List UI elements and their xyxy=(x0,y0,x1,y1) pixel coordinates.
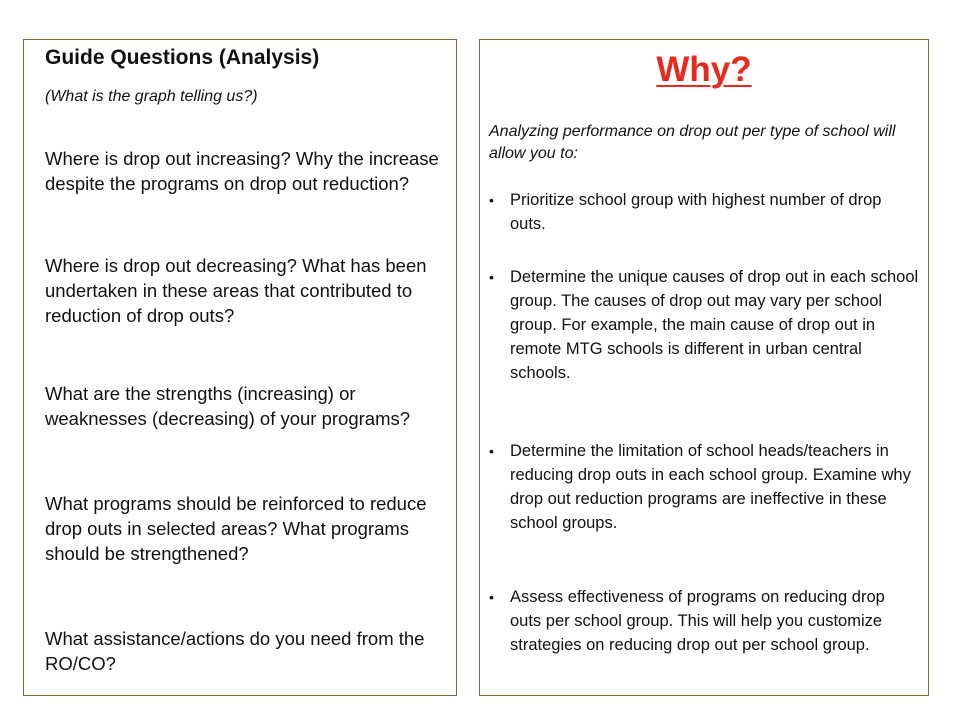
why-bullet-item xyxy=(489,439,919,535)
bullet-dot-icon: • xyxy=(489,192,494,208)
bullet-dot-icon: • xyxy=(489,443,494,459)
guide-question: Where is drop out increasing? Why the increase despite the programs on drop out reduction? xyxy=(45,148,439,194)
guide-question: What are the strengths (increasing) or weaknesses (decreasing) of your programs? xyxy=(45,383,411,429)
guide-question: What assistance/actions do you need from the RO/CO? xyxy=(45,628,425,674)
bullet-dot-icon: • xyxy=(489,589,494,605)
bullet-dot-icon: • xyxy=(489,269,494,285)
guide-question: Where is drop out decreasing? What has been undertaken in these areas that contributed to reduction of drop outs? xyxy=(45,255,427,326)
why-bullet-text: Prioritize school group with highest number of drop outs. xyxy=(510,191,882,233)
guide-questions-title: Guide Questions (Analysis) xyxy=(45,46,320,69)
why-bullet-text: Determine the limitation of school heads/teachers in reducing drop outs in each school group. Examine why drop out reduction programs are ineffective in these school groups. xyxy=(510,442,911,532)
why-title: Why? xyxy=(656,50,752,89)
why-bullet-text: Determine the unique causes of drop out in each school group. The causes of drop out may vary per school group. For example, the main cause of drop out in remote MTG schools is different in urban central schools. xyxy=(510,268,919,382)
why-bullet-text: Assess effectiveness of programs on reducing drop outs per school group. This will help you customize strategies on reducing drop out per school group. xyxy=(510,588,885,654)
guide-questions-panel xyxy=(23,39,457,696)
why-intro: Analyzing performance on drop out per type of school will allow you to: xyxy=(489,123,896,162)
why-title-container xyxy=(480,50,928,90)
why-panel xyxy=(479,39,929,696)
guide-question: What programs should be reinforced to reduce drop outs in selected areas? What programs should be strengthened? xyxy=(45,493,427,564)
why-bullet-item xyxy=(489,188,919,236)
why-bullet-item xyxy=(489,585,919,657)
why-bullet-item xyxy=(489,265,919,385)
guide-questions-subtitle: (What is the graph telling us?) xyxy=(45,88,258,105)
